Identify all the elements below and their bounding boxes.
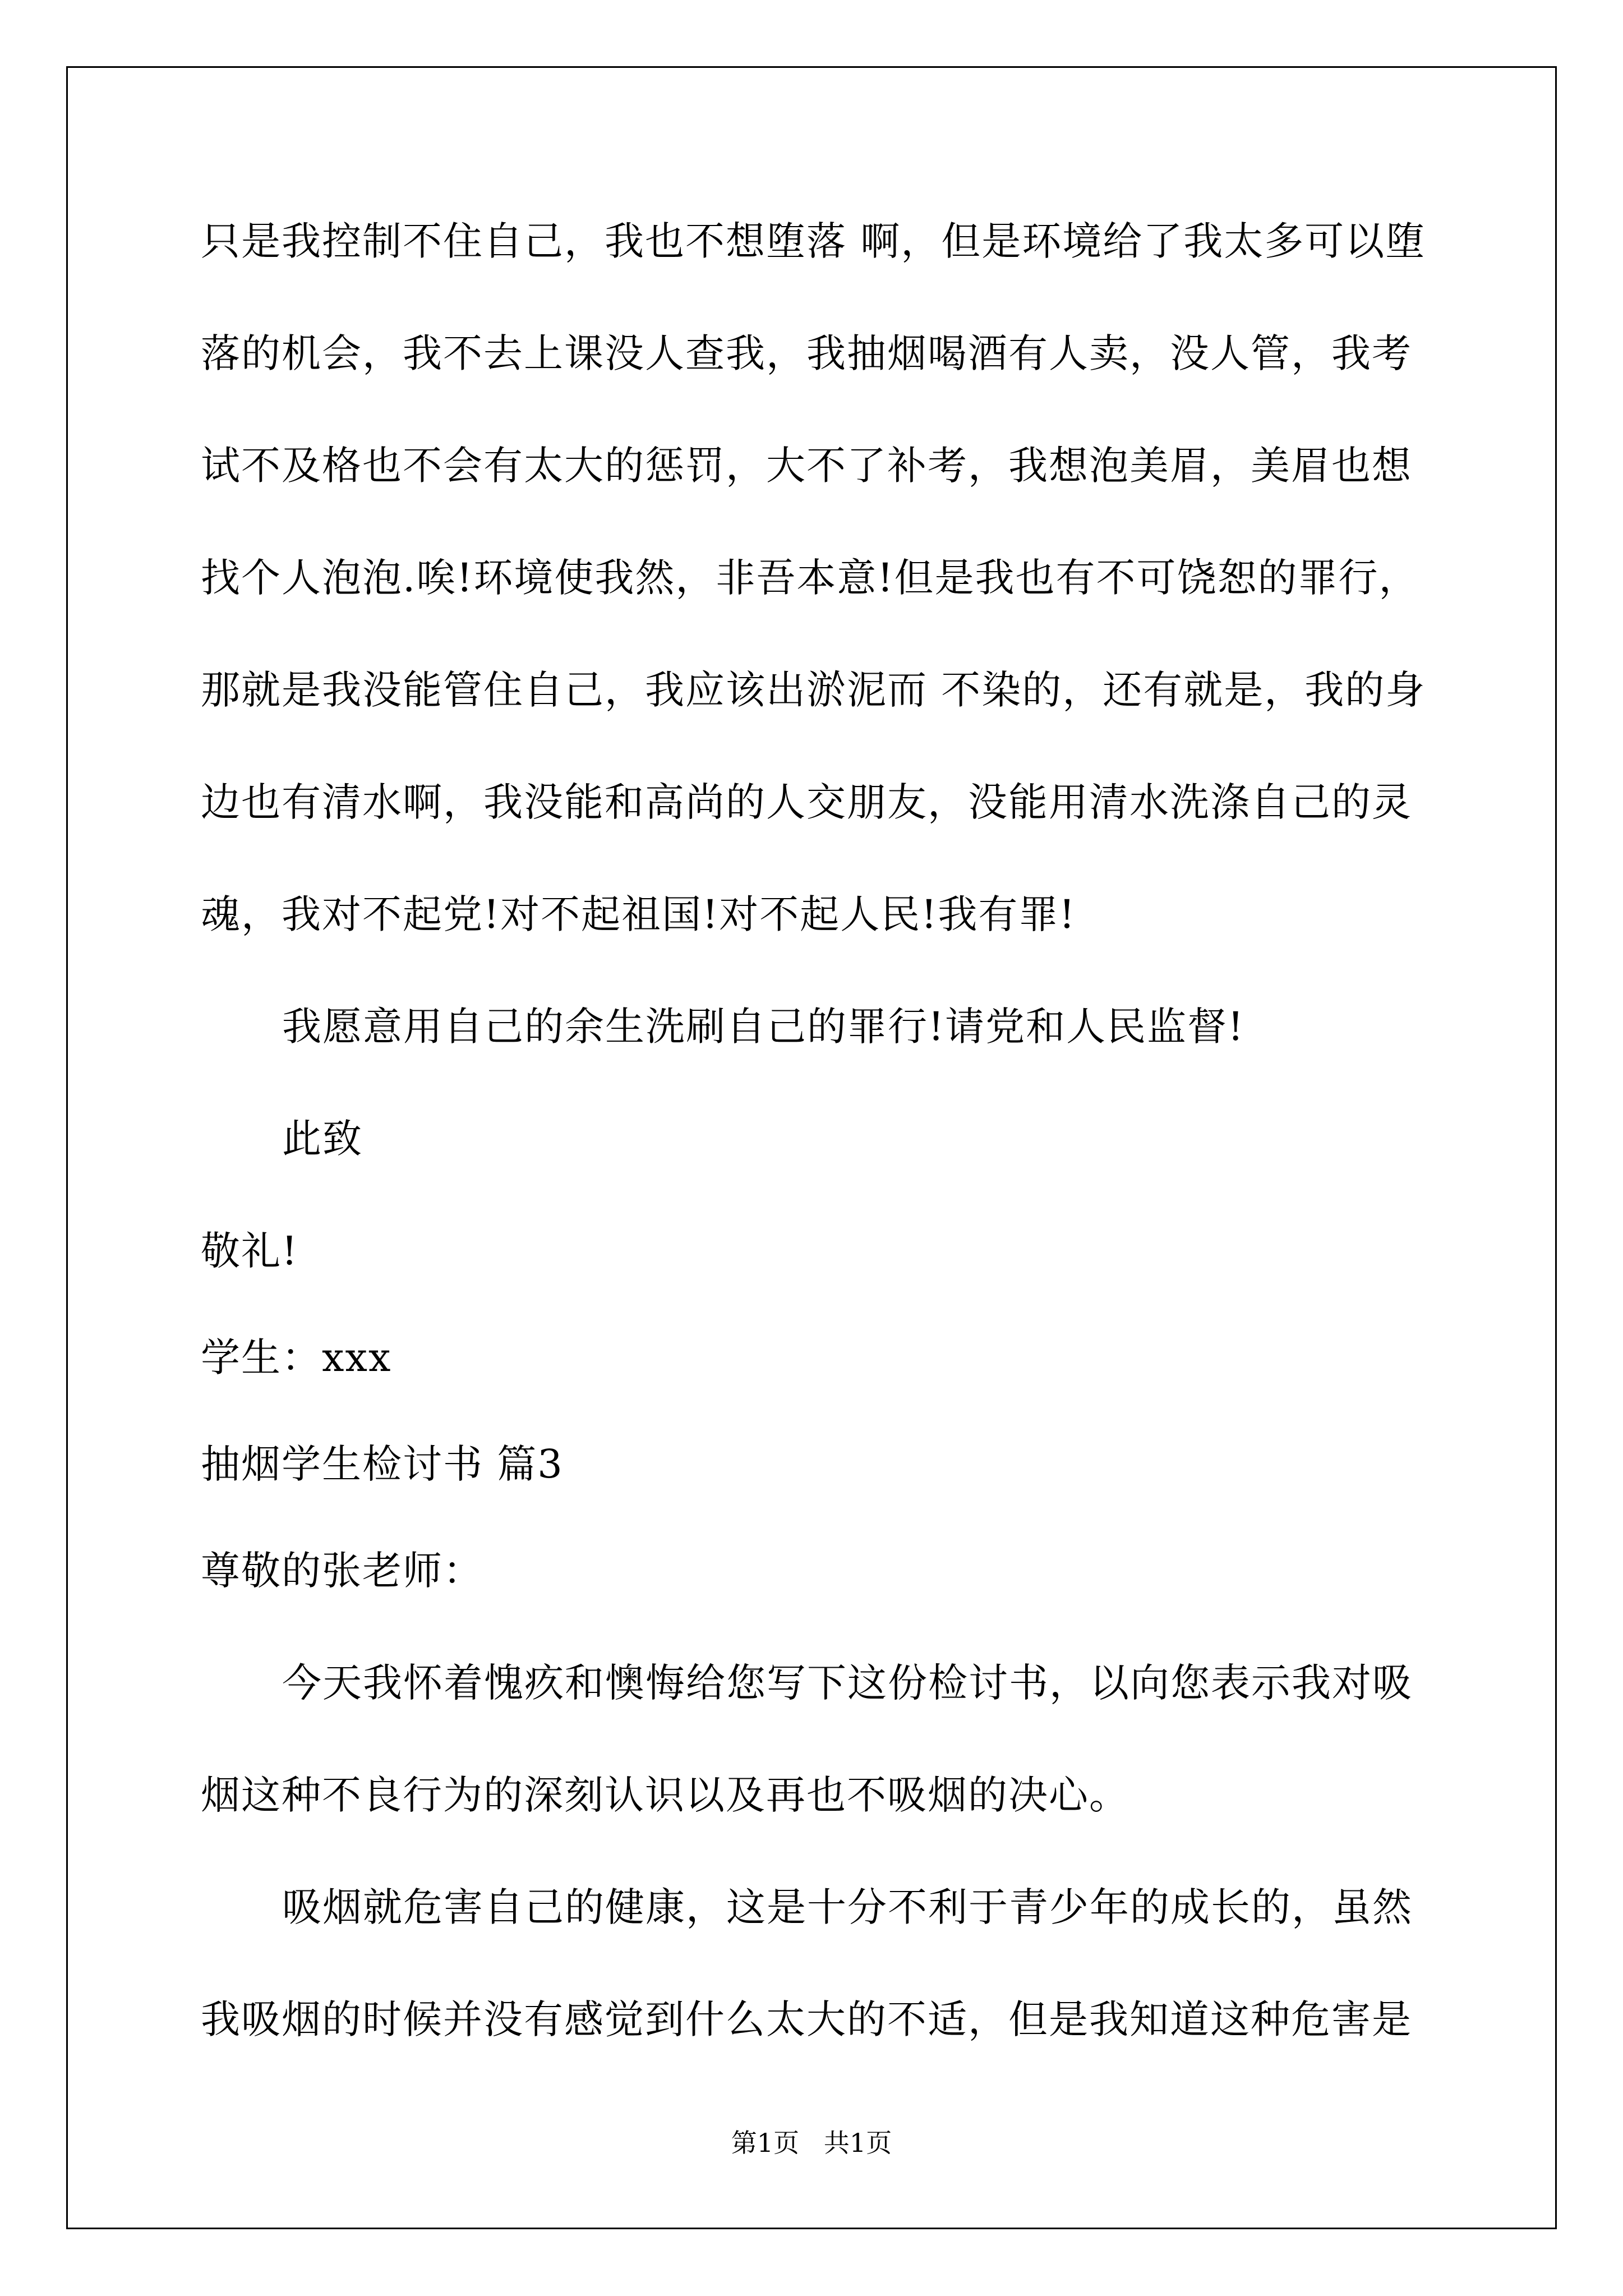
greeting-line: 尊敬的张老师：: [201, 1548, 483, 1594]
paragraph-line: 我吸烟的时候并没有感觉到什么太大的不适，但是我知道这种危害是: [201, 1996, 1412, 2042]
paragraph-line: 找个人泡泡.唉!环境使我然，非吾本意!但是我也有不可饶恕的罪行，: [201, 555, 1419, 601]
page-number-footer: 第1页 共1页: [731, 2128, 892, 2158]
paragraph-line: 魂，我对不起党!对不起祖国!对不起人民!我有罪!: [201, 891, 1076, 937]
signature-line: 学生：xxx: [201, 1335, 392, 1381]
closing-salutation: 此致: [282, 1116, 363, 1162]
paragraph-line: 试不及格也不会有太大的惩罚，大不了补考，我想泡美眉，美眉也想: [201, 443, 1412, 489]
paragraph-line: 只是我控制不住自己，我也不想堕落 啊，但是环境给了我太多可以堕: [201, 218, 1426, 264]
closing-regards: 敬礼!: [201, 1228, 299, 1274]
paragraph-line: 吸烟就危害自己的健康，这是十分不利于青少年的成长的，虽然: [282, 1884, 1413, 1930]
section-heading: 抽烟学生检讨书 篇3: [201, 1441, 564, 1487]
paragraph-line: 边也有清水啊，我没能和高尚的人交朋友，没能用清水洗涤自己的灵: [201, 779, 1412, 825]
paragraph-line: 落的机会，我不去上课没人查我，我抽烟喝酒有人卖，没人管，我考: [201, 330, 1412, 376]
paragraph-line: 那就是我没能管住自己，我应该出淤泥而 不染的，还有就是，我的身: [201, 667, 1426, 713]
paragraph-line: 今天我怀着愧疚和懊悔给您写下这份检讨书，以向您表示我对吸: [282, 1660, 1413, 1706]
paragraph-line: 烟这种不良行为的深刻认识以及再也不吸烟的决心。: [201, 1772, 1129, 1818]
paragraph-line: 我愿意用自己的余生洗刷自己的罪行!请党和人民监督!: [282, 1004, 1245, 1050]
